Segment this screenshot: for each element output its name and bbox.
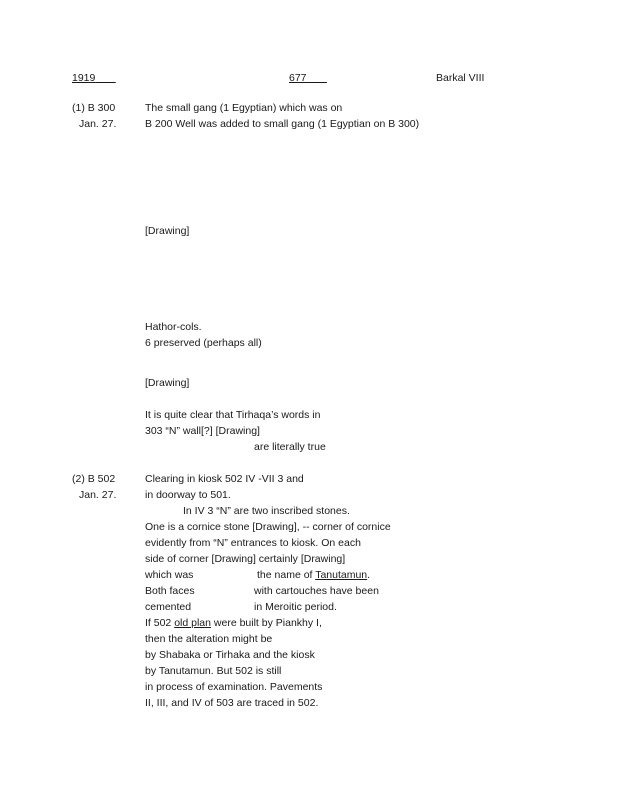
entry2-line8-right: with cartouches have been: [254, 585, 379, 597]
entry2-line5: evidently from “N” entrances to kiosk. On each: [145, 537, 361, 549]
entry2-line2: in doorway to 501.: [145, 489, 231, 501]
entry1-ref: (1) B 300: [72, 102, 116, 114]
entry2-line10: If 502 old plan were built by Piankhy I,: [145, 617, 322, 629]
entry2-date: Jan. 27.: [79, 489, 117, 501]
header-year: 1919: [72, 72, 96, 84]
entry2-line8-left: Both faces: [145, 585, 195, 597]
old-plan-underlined: old plan: [174, 617, 211, 629]
entry2-line14: in process of examination. Pavements: [145, 681, 323, 693]
entry2-ref: (2) B 502: [72, 473, 116, 485]
entry1-tirhaqa3: are literally true: [254, 441, 326, 453]
entry2-line15: II, III, and IV of 503 are traced in 502.: [145, 697, 319, 709]
tanutamun-underlined: Tanutamun: [315, 569, 368, 581]
entry2-line4: One is a cornice stone [Drawing], -- corner of cornice: [145, 521, 391, 533]
entry1-preserved: 6 preserved (perhaps all): [145, 337, 262, 349]
entry2-line3: In IV 3 “N” are two inscribed stones.: [183, 505, 350, 517]
entry1-date: Jan. 27.: [79, 118, 117, 130]
entry1-tirhaqa2: 303 “N” wall[?] [Drawing]: [145, 425, 260, 437]
entry1-tirhaqa1: It is quite clear that Tirhaqa’s words in: [145, 409, 321, 421]
entry2-line7-right: the name of Tanutamun.: [257, 569, 371, 581]
entry1-hathor: Hathor-cols.: [145, 321, 202, 333]
entry1-line2: B 200 Well was added to small gang (1 Egyptian on B 300): [145, 118, 420, 130]
entry2-line9-right: in Meroitic period.: [254, 601, 337, 613]
entry2-line12: by Shabaka or Tirhaka and the kiosk: [145, 649, 315, 661]
entry2-line11: then the alteration might be: [145, 633, 273, 645]
header-title: Barkal VIII: [436, 72, 485, 84]
header-page-number: 677: [289, 72, 307, 84]
entry2-line1: Clearing in kiosk 502 IV -VII 3 and: [145, 473, 304, 485]
entry2-line13: by Tanutamun. But 502 is still: [145, 665, 282, 677]
entry1-drawing2: [Drawing]: [145, 377, 190, 389]
entry2-line7-left: which was: [145, 569, 194, 581]
entry1-line1: The small gang (1 Egyptian) which was on: [145, 102, 343, 114]
entry2-line6: side of corner [Drawing] certainly [Drawing]: [145, 553, 346, 565]
entry2-line9-left: cemented: [145, 601, 192, 613]
entry1-drawing1: [Drawing]: [145, 225, 190, 237]
